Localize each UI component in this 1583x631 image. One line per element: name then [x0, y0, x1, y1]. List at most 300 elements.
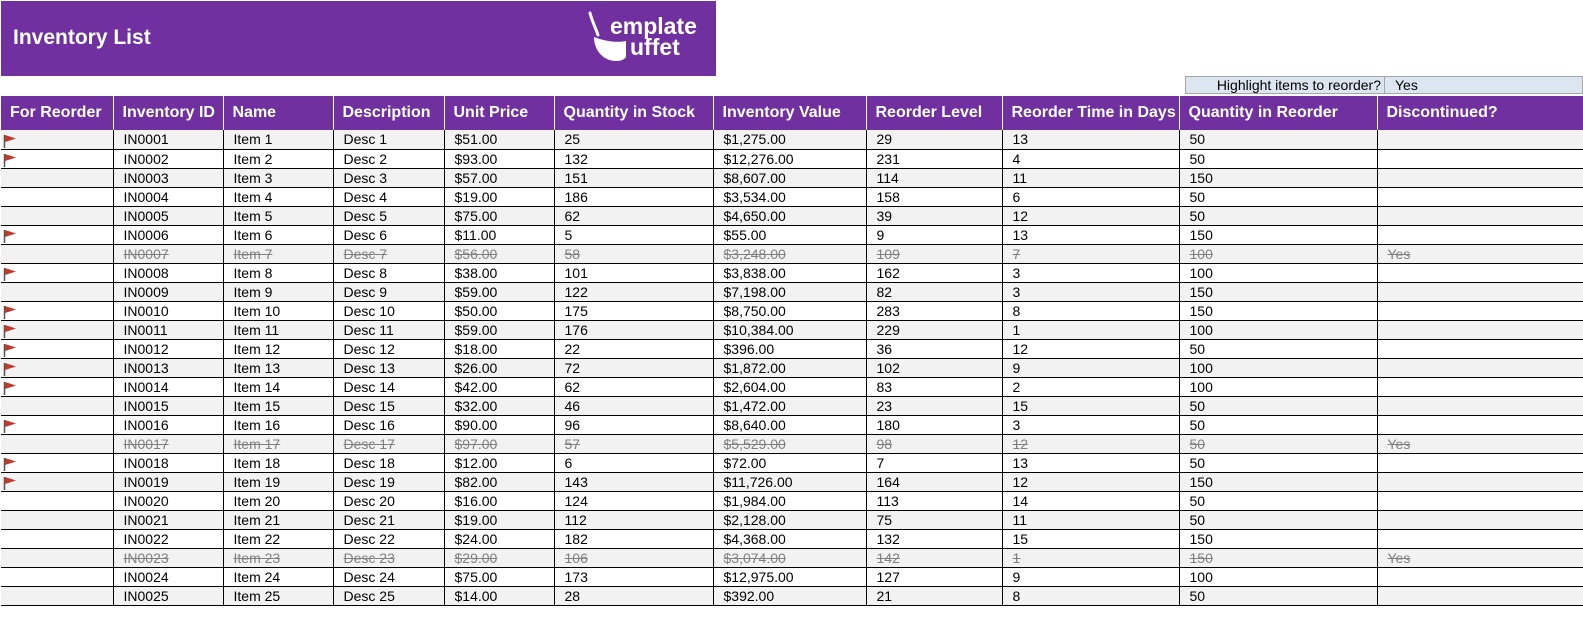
cell-price[interactable]: $14.00	[444, 586, 554, 605]
cell-desc[interactable]: Desc 1	[333, 130, 444, 149]
cell-name[interactable]: Item 24	[223, 567, 333, 586]
cell-id[interactable]: IN0014	[113, 377, 223, 396]
cell-qty[interactable]: 176	[554, 320, 713, 339]
cell-reorder-days[interactable]: 11	[1002, 510, 1179, 529]
cell-qty[interactable]: 62	[554, 206, 713, 225]
cell-reorder-level[interactable]: 162	[866, 263, 1002, 282]
cell-discontinued[interactable]	[1377, 187, 1583, 206]
column-header[interactable]: Unit Price	[444, 96, 554, 130]
cell-reorder-days[interactable]: 11	[1002, 168, 1179, 187]
cell-qty[interactable]: 182	[554, 529, 713, 548]
cell-reorder-level[interactable]: 29	[866, 130, 1002, 149]
cell-discontinued[interactable]	[1377, 453, 1583, 472]
cell-reorder-qty[interactable]: 50	[1179, 206, 1377, 225]
cell-reorder-days[interactable]: 12	[1002, 339, 1179, 358]
cell-reorder-qty[interactable]: 150	[1179, 548, 1377, 567]
cell-desc[interactable]: Desc 9	[333, 282, 444, 301]
reorder-flag-cell[interactable]	[1, 149, 113, 168]
cell-reorder-level[interactable]: 113	[866, 491, 1002, 510]
cell-desc[interactable]: Desc 7	[333, 244, 444, 263]
red-flag-icon	[3, 381, 17, 395]
cell-qty[interactable]: 46	[554, 396, 713, 415]
cell-reorder-days[interactable]: 3	[1002, 282, 1179, 301]
cell-reorder-qty[interactable]: 50	[1179, 149, 1377, 168]
reorder-flag-cell[interactable]	[1, 472, 113, 491]
cell-price[interactable]: $24.00	[444, 529, 554, 548]
cell-value[interactable]: $1,984.00	[713, 491, 866, 510]
cell-price[interactable]: $59.00	[444, 320, 554, 339]
cell-price[interactable]: $90.00	[444, 415, 554, 434]
cell-reorder-qty[interactable]: 100	[1179, 263, 1377, 282]
cell-price[interactable]: $42.00	[444, 377, 554, 396]
cell-value[interactable]: $1,872.00	[713, 358, 866, 377]
cell-id[interactable]: IN0009	[113, 282, 223, 301]
cell-qty[interactable]: 132	[554, 149, 713, 168]
inventory-table	[1, 96, 1583, 606]
cell-reorder-level[interactable]: 231	[866, 149, 1002, 168]
reorder-flag-cell[interactable]	[1, 244, 113, 263]
cell-value[interactable]: $8,640.00	[713, 415, 866, 434]
cell-qty[interactable]: 6	[554, 453, 713, 472]
cell-value[interactable]: $4,650.00	[713, 206, 866, 225]
cell-name[interactable]: Item 19	[223, 472, 333, 491]
cell-name[interactable]: Item 11	[223, 320, 333, 339]
cell-reorder-days[interactable]: 12	[1002, 434, 1179, 453]
cell-reorder-qty[interactable]: 150	[1179, 472, 1377, 491]
header-row	[1, 96, 1583, 130]
cell-qty[interactable]: 106	[554, 548, 713, 567]
cell-reorder-qty[interactable]: 50	[1179, 510, 1377, 529]
cell-reorder-qty[interactable]: 50	[1179, 396, 1377, 415]
cell-value[interactable]: $3,248.00	[713, 244, 866, 263]
column-header[interactable]: Inventory Value	[713, 96, 866, 130]
cell-name[interactable]: Item 14	[223, 377, 333, 396]
cell-desc[interactable]: Desc 6	[333, 225, 444, 244]
cell-reorder-days[interactable]: 13	[1002, 225, 1179, 244]
column-header[interactable]: Discontinued?	[1377, 96, 1583, 130]
cell-desc[interactable]: Desc 4	[333, 187, 444, 206]
cell-discontinued[interactable]: Yes	[1377, 434, 1583, 453]
cell-name[interactable]: Item 22	[223, 529, 333, 548]
cell-discontinued[interactable]	[1377, 301, 1583, 320]
cell-price[interactable]: $19.00	[444, 187, 554, 206]
cell-value[interactable]: $1,275.00	[713, 130, 866, 149]
cell-reorder-level[interactable]: 127	[866, 567, 1002, 586]
table-row	[1, 377, 1583, 396]
cell-reorder-level[interactable]: 21	[866, 586, 1002, 605]
reorder-flag-cell[interactable]	[1, 187, 113, 206]
cell-name[interactable]: Item 8	[223, 263, 333, 282]
cell-reorder-days[interactable]: 2	[1002, 377, 1179, 396]
cell-id[interactable]: IN0003	[113, 168, 223, 187]
cell-discontinued[interactable]	[1377, 130, 1583, 149]
cell-desc[interactable]: Desc 20	[333, 491, 444, 510]
cell-reorder-qty[interactable]: 50	[1179, 339, 1377, 358]
cell-value[interactable]: $5,529.00	[713, 434, 866, 453]
cell-name[interactable]: Item 13	[223, 358, 333, 377]
cell-name[interactable]: Item 16	[223, 415, 333, 434]
cell-desc[interactable]: Desc 24	[333, 567, 444, 586]
cell-name[interactable]: Item 1	[223, 130, 333, 149]
cell-reorder-qty[interactable]: 150	[1179, 301, 1377, 320]
cell-desc[interactable]: Desc 16	[333, 415, 444, 434]
cell-reorder-qty[interactable]: 150	[1179, 168, 1377, 187]
cell-discontinued[interactable]	[1377, 225, 1583, 244]
cell-reorder-days[interactable]: 4	[1002, 149, 1179, 168]
cell-id[interactable]: IN0023	[113, 548, 223, 567]
cell-name[interactable]: Item 5	[223, 206, 333, 225]
cell-qty[interactable]: 28	[554, 586, 713, 605]
cell-reorder-qty[interactable]: 100	[1179, 358, 1377, 377]
cell-id[interactable]: IN0015	[113, 396, 223, 415]
cell-reorder-level[interactable]: 83	[866, 377, 1002, 396]
cell-reorder-level[interactable]: 23	[866, 396, 1002, 415]
cell-qty[interactable]: 122	[554, 282, 713, 301]
cell-discontinued[interactable]	[1377, 567, 1583, 586]
cell-reorder-level[interactable]: 158	[866, 187, 1002, 206]
reorder-flag-cell[interactable]	[1, 282, 113, 301]
cell-qty[interactable]: 101	[554, 263, 713, 282]
cell-qty[interactable]: 62	[554, 377, 713, 396]
cell-desc[interactable]: Desc 3	[333, 168, 444, 187]
cell-id[interactable]: IN0021	[113, 510, 223, 529]
cell-reorder-days[interactable]: 8	[1002, 301, 1179, 320]
cell-discontinued[interactable]	[1377, 339, 1583, 358]
table-row	[1, 358, 1583, 377]
cell-desc[interactable]: Desc 13	[333, 358, 444, 377]
reorder-flag-cell[interactable]	[1, 415, 113, 434]
cell-desc[interactable]: Desc 19	[333, 472, 444, 491]
cell-reorder-qty[interactable]: 100	[1179, 244, 1377, 263]
cell-id[interactable]: IN0002	[113, 149, 223, 168]
reorder-flag-cell[interactable]	[1, 130, 113, 149]
page-title: Inventory List	[13, 26, 151, 49]
cell-discontinued[interactable]	[1377, 206, 1583, 225]
cell-id[interactable]: IN0020	[113, 491, 223, 510]
cell-discontinued[interactable]	[1377, 586, 1583, 605]
cell-id[interactable]: IN0011	[113, 320, 223, 339]
cell-price[interactable]: $57.00	[444, 168, 554, 187]
column-header[interactable]: Reorder Time in Days	[1002, 96, 1179, 130]
cell-name[interactable]: Item 6	[223, 225, 333, 244]
cell-discontinued[interactable]: Yes	[1377, 548, 1583, 567]
cell-name[interactable]: Item 23	[223, 548, 333, 567]
cell-reorder-qty[interactable]: 50	[1179, 586, 1377, 605]
reorder-flag-cell[interactable]	[1, 301, 113, 320]
cell-reorder-level[interactable]: 164	[866, 472, 1002, 491]
cell-name[interactable]: Item 20	[223, 491, 333, 510]
cell-value[interactable]: $2,128.00	[713, 510, 866, 529]
cell-name[interactable]: Item 10	[223, 301, 333, 320]
column-header[interactable]: Description	[333, 96, 444, 130]
cell-reorder-qty[interactable]: 50	[1179, 453, 1377, 472]
cell-qty[interactable]: 58	[554, 244, 713, 263]
cell-reorder-qty[interactable]: 100	[1179, 320, 1377, 339]
cell-price[interactable]: $75.00	[444, 206, 554, 225]
cell-reorder-days[interactable]: 15	[1002, 529, 1179, 548]
cell-desc[interactable]: Desc 8	[333, 263, 444, 282]
cell-reorder-level[interactable]: 75	[866, 510, 1002, 529]
cell-reorder-days[interactable]: 15	[1002, 396, 1179, 415]
cell-reorder-days[interactable]: 13	[1002, 130, 1179, 149]
cell-id[interactable]: IN0010	[113, 301, 223, 320]
cell-qty[interactable]: 151	[554, 168, 713, 187]
reorder-flag-cell[interactable]	[1, 377, 113, 396]
red-flag-icon	[3, 343, 17, 357]
cell-value[interactable]: $396.00	[713, 339, 866, 358]
cell-price[interactable]: $18.00	[444, 339, 554, 358]
reorder-flag-cell[interactable]	[1, 168, 113, 187]
cell-discontinued[interactable]	[1377, 415, 1583, 434]
column-header[interactable]: Reorder Level	[866, 96, 1002, 130]
cell-price[interactable]: $50.00	[444, 301, 554, 320]
cell-discontinued[interactable]	[1377, 168, 1583, 187]
column-header[interactable]: Quantity in Stock	[554, 96, 713, 130]
reorder-flag-cell[interactable]	[1, 320, 113, 339]
cell-price[interactable]: $82.00	[444, 472, 554, 491]
cell-reorder-days[interactable]: 12	[1002, 206, 1179, 225]
cell-value[interactable]: $392.00	[713, 586, 866, 605]
column-header[interactable]: Inventory ID	[113, 96, 223, 130]
cell-id[interactable]: IN0024	[113, 567, 223, 586]
cell-id[interactable]: IN0004	[113, 187, 223, 206]
cell-reorder-qty[interactable]: 150	[1179, 282, 1377, 301]
cell-price[interactable]: $59.00	[444, 282, 554, 301]
cell-name[interactable]: Item 21	[223, 510, 333, 529]
cell-id[interactable]: IN0013	[113, 358, 223, 377]
cell-desc[interactable]: Desc 21	[333, 510, 444, 529]
cell-name[interactable]: Item 2	[223, 149, 333, 168]
cell-name[interactable]: Item 3	[223, 168, 333, 187]
cell-reorder-level[interactable]: 9	[866, 225, 1002, 244]
cell-discontinued[interactable]	[1377, 491, 1583, 510]
cell-price[interactable]: $32.00	[444, 396, 554, 415]
cell-value[interactable]: $10,384.00	[713, 320, 866, 339]
cell-price[interactable]: $19.00	[444, 510, 554, 529]
cell-reorder-qty[interactable]: 100	[1179, 377, 1377, 396]
cell-desc[interactable]: Desc 23	[333, 548, 444, 567]
cell-reorder-qty[interactable]: 150	[1179, 529, 1377, 548]
cell-value[interactable]: $1,472.00	[713, 396, 866, 415]
cell-reorder-level[interactable]: 98	[866, 434, 1002, 453]
cell-price[interactable]: $75.00	[444, 567, 554, 586]
cell-qty[interactable]: 112	[554, 510, 713, 529]
cell-id[interactable]: IN0008	[113, 263, 223, 282]
cell-reorder-qty[interactable]: 50	[1179, 130, 1377, 149]
cell-reorder-days[interactable]: 8	[1002, 586, 1179, 605]
cell-desc[interactable]: Desc 14	[333, 377, 444, 396]
cell-id[interactable]: IN0018	[113, 453, 223, 472]
cell-value[interactable]: $8,750.00	[713, 301, 866, 320]
cell-price[interactable]: $26.00	[444, 358, 554, 377]
cell-id[interactable]: IN0001	[113, 130, 223, 149]
cell-price[interactable]: $12.00	[444, 453, 554, 472]
cell-value[interactable]: $3,838.00	[713, 263, 866, 282]
reorder-flag-cell[interactable]	[1, 453, 113, 472]
cell-reorder-days[interactable]: 6	[1002, 187, 1179, 206]
cell-qty[interactable]: 72	[554, 358, 713, 377]
cell-id[interactable]: IN0006	[113, 225, 223, 244]
red-flag-icon	[3, 305, 17, 319]
cell-qty[interactable]: 25	[554, 130, 713, 149]
cell-qty[interactable]: 22	[554, 339, 713, 358]
cell-reorder-days[interactable]: 1	[1002, 320, 1179, 339]
cell-qty[interactable]: 175	[554, 301, 713, 320]
cell-id[interactable]: IN0005	[113, 206, 223, 225]
cell-id[interactable]: IN0019	[113, 472, 223, 491]
cell-reorder-level[interactable]: 180	[866, 415, 1002, 434]
reorder-flag-cell[interactable]	[1, 434, 113, 453]
cell-qty[interactable]: 5	[554, 225, 713, 244]
cell-reorder-days[interactable]: 9	[1002, 567, 1179, 586]
cell-name[interactable]: Item 7	[223, 244, 333, 263]
cell-qty[interactable]: 143	[554, 472, 713, 491]
reorder-flag-cell[interactable]	[1, 567, 113, 586]
cell-reorder-level[interactable]: 132	[866, 529, 1002, 548]
reorder-flag-cell[interactable]	[1, 396, 113, 415]
cell-id[interactable]: IN0012	[113, 339, 223, 358]
cell-discontinued[interactable]	[1377, 529, 1583, 548]
cell-qty[interactable]: 186	[554, 187, 713, 206]
cell-reorder-qty[interactable]: 50	[1179, 434, 1377, 453]
cell-id[interactable]: IN0025	[113, 586, 223, 605]
cell-id[interactable]: IN0016	[113, 415, 223, 434]
reorder-flag-cell[interactable]	[1, 491, 113, 510]
cell-discontinued[interactable]	[1377, 396, 1583, 415]
cell-reorder-days[interactable]: 13	[1002, 453, 1179, 472]
cell-name[interactable]: Item 15	[223, 396, 333, 415]
table-row	[1, 567, 1583, 586]
reorder-flag-cell[interactable]	[1, 206, 113, 225]
cell-reorder-level[interactable]: 114	[866, 168, 1002, 187]
cell-qty[interactable]: 96	[554, 415, 713, 434]
cell-reorder-days[interactable]: 9	[1002, 358, 1179, 377]
cell-desc[interactable]: Desc 2	[333, 149, 444, 168]
cell-discontinued[interactable]	[1377, 282, 1583, 301]
cell-reorder-days[interactable]: 1	[1002, 548, 1179, 567]
cell-reorder-days[interactable]: 3	[1002, 415, 1179, 434]
table-row	[1, 510, 1583, 529]
cell-desc[interactable]: Desc 25	[333, 586, 444, 605]
cell-value[interactable]: $12,276.00	[713, 149, 866, 168]
cell-discontinued[interactable]	[1377, 320, 1583, 339]
cell-value[interactable]: $3,534.00	[713, 187, 866, 206]
cell-discontinued[interactable]	[1377, 377, 1583, 396]
cell-value[interactable]: $11,726.00	[713, 472, 866, 491]
cell-desc[interactable]: Desc 15	[333, 396, 444, 415]
cell-value[interactable]: $3,074.00	[713, 548, 866, 567]
reorder-flag-cell[interactable]	[1, 548, 113, 567]
cell-discontinued[interactable]	[1377, 149, 1583, 168]
cell-reorder-days[interactable]: 7	[1002, 244, 1179, 263]
cell-reorder-qty[interactable]: 150	[1179, 225, 1377, 244]
cell-qty[interactable]: 173	[554, 567, 713, 586]
reorder-flag-cell[interactable]	[1, 263, 113, 282]
cell-value[interactable]: $72.00	[713, 453, 866, 472]
cell-discontinued[interactable]	[1377, 263, 1583, 282]
red-flag-icon	[3, 267, 17, 281]
column-header[interactable]: For Reorder	[1, 96, 113, 130]
cell-price[interactable]: $11.00	[444, 225, 554, 244]
cell-reorder-qty[interactable]: 50	[1179, 187, 1377, 206]
cell-value[interactable]: $2,604.00	[713, 377, 866, 396]
cell-value[interactable]: $4,368.00	[713, 529, 866, 548]
cell-desc[interactable]: Desc 5	[333, 206, 444, 225]
cell-name[interactable]: Item 12	[223, 339, 333, 358]
cell-price[interactable]: $93.00	[444, 149, 554, 168]
reorder-flag-cell[interactable]	[1, 586, 113, 605]
cell-reorder-days[interactable]: 3	[1002, 263, 1179, 282]
cell-reorder-level[interactable]: 109	[866, 244, 1002, 263]
table-row	[1, 187, 1583, 206]
cell-name[interactable]: Item 17	[223, 434, 333, 453]
cell-reorder-level[interactable]: 82	[866, 282, 1002, 301]
cell-reorder-level[interactable]: 7	[866, 453, 1002, 472]
cell-value[interactable]: $8,607.00	[713, 168, 866, 187]
cell-reorder-level[interactable]: 229	[866, 320, 1002, 339]
cell-name[interactable]: Item 25	[223, 586, 333, 605]
column-header[interactable]: Quantity in Reorder	[1179, 96, 1377, 130]
table-row	[1, 396, 1583, 415]
cell-desc[interactable]: Desc 12	[333, 339, 444, 358]
cell-price[interactable]: $51.00	[444, 130, 554, 149]
reorder-flag-cell[interactable]	[1, 358, 113, 377]
cell-reorder-level[interactable]: 142	[866, 548, 1002, 567]
cell-desc[interactable]: Desc 17	[333, 434, 444, 453]
cell-desc[interactable]: Desc 10	[333, 301, 444, 320]
cell-qty[interactable]: 124	[554, 491, 713, 510]
reorder-flag-cell[interactable]	[1, 339, 113, 358]
cell-discontinued[interactable]	[1377, 510, 1583, 529]
cell-reorder-qty[interactable]: 100	[1179, 567, 1377, 586]
cell-price[interactable]: $16.00	[444, 491, 554, 510]
cell-reorder-level[interactable]: 102	[866, 358, 1002, 377]
cell-desc[interactable]: Desc 22	[333, 529, 444, 548]
cell-price[interactable]: $38.00	[444, 263, 554, 282]
cell-reorder-level[interactable]: 36	[866, 339, 1002, 358]
cell-reorder-days[interactable]: 14	[1002, 491, 1179, 510]
cell-desc[interactable]: Desc 11	[333, 320, 444, 339]
cell-id[interactable]: IN0007	[113, 244, 223, 263]
cell-reorder-qty[interactable]: 50	[1179, 415, 1377, 434]
cell-desc[interactable]: Desc 18	[333, 453, 444, 472]
cell-name[interactable]: Item 9	[223, 282, 333, 301]
highlight-reorder-value[interactable]: Yes	[1384, 76, 1583, 94]
reorder-flag-cell[interactable]	[1, 529, 113, 548]
cell-value[interactable]: $55.00	[713, 225, 866, 244]
cell-reorder-days[interactable]: 12	[1002, 472, 1179, 491]
cell-value[interactable]: $7,198.00	[713, 282, 866, 301]
cell-reorder-level[interactable]: 283	[866, 301, 1002, 320]
column-header[interactable]: Name	[223, 96, 333, 130]
reorder-flag-cell[interactable]	[1, 510, 113, 529]
cell-id[interactable]: IN0022	[113, 529, 223, 548]
cell-reorder-level[interactable]: 39	[866, 206, 1002, 225]
cell-reorder-qty[interactable]: 50	[1179, 491, 1377, 510]
reorder-flag-cell[interactable]	[1, 225, 113, 244]
cell-price[interactable]: $29.00	[444, 548, 554, 567]
cell-price[interactable]: $56.00	[444, 244, 554, 263]
cell-name[interactable]: Item 4	[223, 187, 333, 206]
cell-qty[interactable]: 57	[554, 434, 713, 453]
cell-id[interactable]: IN0017	[113, 434, 223, 453]
cell-discontinued[interactable]	[1377, 472, 1583, 491]
cell-value[interactable]: $12,975.00	[713, 567, 866, 586]
cell-price[interactable]: $97.00	[444, 434, 554, 453]
cell-discontinued[interactable]: Yes	[1377, 244, 1583, 263]
cell-name[interactable]: Item 18	[223, 453, 333, 472]
cell-discontinued[interactable]	[1377, 358, 1583, 377]
